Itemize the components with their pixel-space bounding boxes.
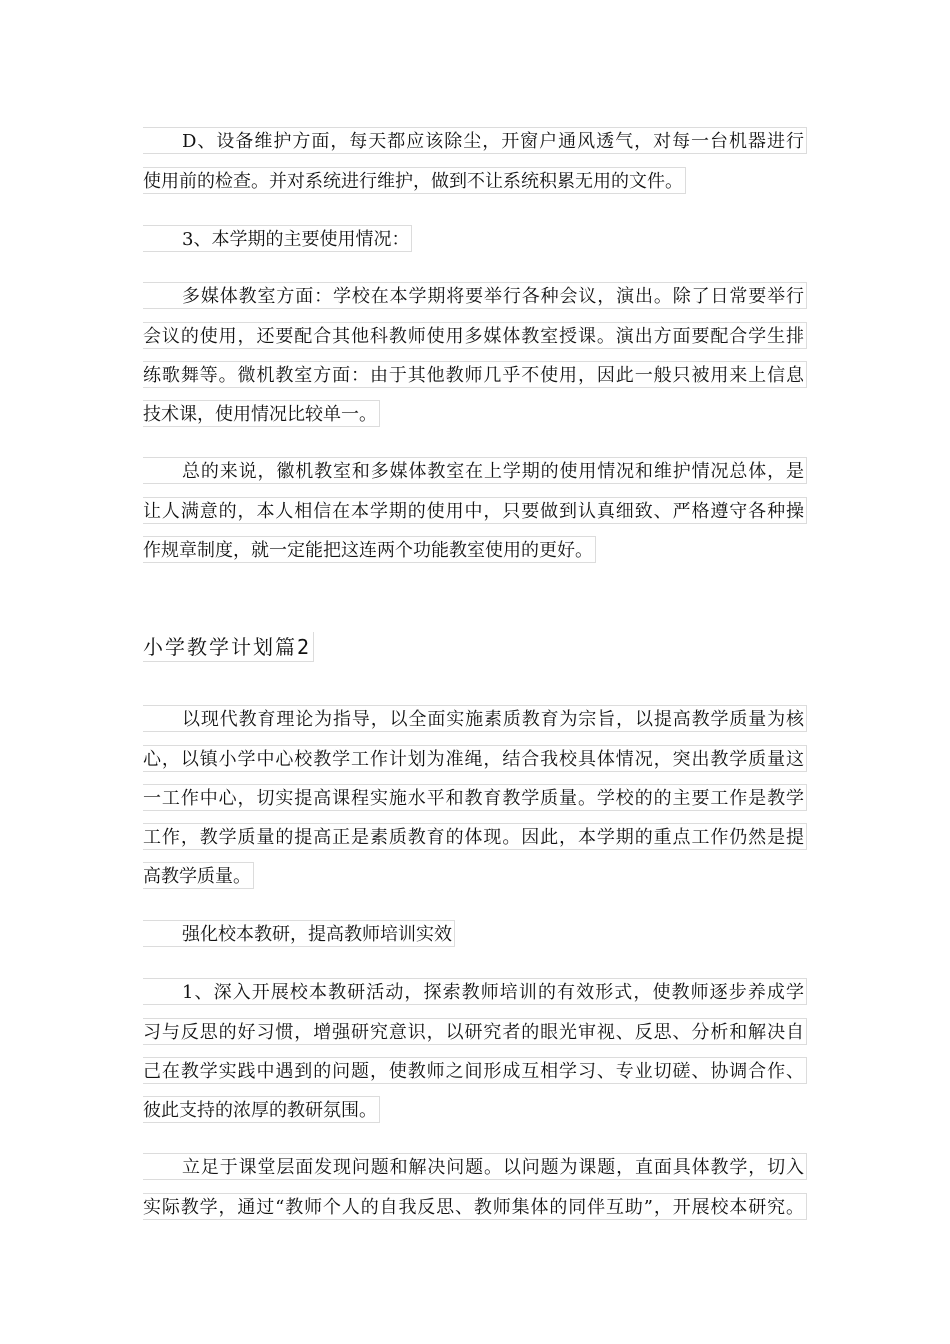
paragraph-line: 高教学质量。 <box>143 862 254 889</box>
paragraph-line: 会议的使用，还要配合其他科教师使用多媒体教室授课。演出方面要配合学生排 <box>143 322 807 349</box>
paragraph-line: 总的来说，徽机教室和多媒体教室在上学期的使用情况和维护情况总体，是 <box>143 457 807 484</box>
paragraph-line: 己在教学实践中遇到的问题，使教师之间形成互相学习、专业切磋、协调合作、 <box>143 1057 807 1084</box>
paragraph-line: 作规章制度，就一定能把这连两个功能教室使用的更好。 <box>143 536 596 563</box>
section-heading: 小学教学计划篇2 <box>143 632 314 662</box>
paragraph-line: 实际教学，通过“教师个人的自我反思、教师集体的同伴互助”，开展校本研究。 <box>143 1193 807 1220</box>
paragraph-line: 强化校本教研，提高教师培训实效 <box>143 920 455 947</box>
paragraph-line: 立足于课堂层面发现问题和解决问题。以问题为课题，直面具体教学，切入 <box>143 1153 807 1180</box>
paragraph-line: 心，以镇小学中心校教学工作计划为准绳，结合我校具体情况，突出教学质量这 <box>143 745 807 772</box>
paragraph-line: 以现代教育理论为指导，以全面实施素质教育为宗旨，以提高教学质量为核 <box>143 705 807 732</box>
paragraph-line: 练歌舞等。微机教室方面：由于其他教师几乎不使用，因此一般只被用来上信息 <box>143 361 807 388</box>
paragraph-line: 一工作中心，切实提高课程实施水平和教育教学质量。学校的的主要工作是教学 <box>143 784 807 811</box>
paragraph-line: 让人满意的，本人相信在本学期的使用中，只要做到认真细致、严格遵守各种操 <box>143 497 807 524</box>
paragraph-line: 3、本学期的主要使用情况： <box>143 225 412 252</box>
paragraph-line: 工作，教学质量的提高正是素质教育的体现。因此，本学期的重点工作仍然是提 <box>143 823 807 850</box>
paragraph-line: 彼此支持的浓厚的教研氛围。 <box>143 1096 380 1123</box>
paragraph-line: 习与反思的好习惯，增强研究意识，以研究者的眼光审视、反思、分析和解决自 <box>143 1018 807 1045</box>
paragraph-line: 1、深入开展校本教研活动，探索教师培训的有效形式，使教师逐步养成学 <box>143 978 807 1005</box>
paragraph-line: 使用前的检查。并对系统进行维护，做到不让系统积累无用的文件。 <box>143 167 686 194</box>
paragraph-line: 技术课，使用情况比较单一。 <box>143 400 380 427</box>
paragraph-line: D、设备维护方面，每天都应该除尘，开窗户通风透气，对每一台机器进行 <box>143 127 807 154</box>
paragraph-line: 多媒体教室方面：学校在本学期将要举行各种会议，演出。除了日常要举行 <box>143 282 807 309</box>
